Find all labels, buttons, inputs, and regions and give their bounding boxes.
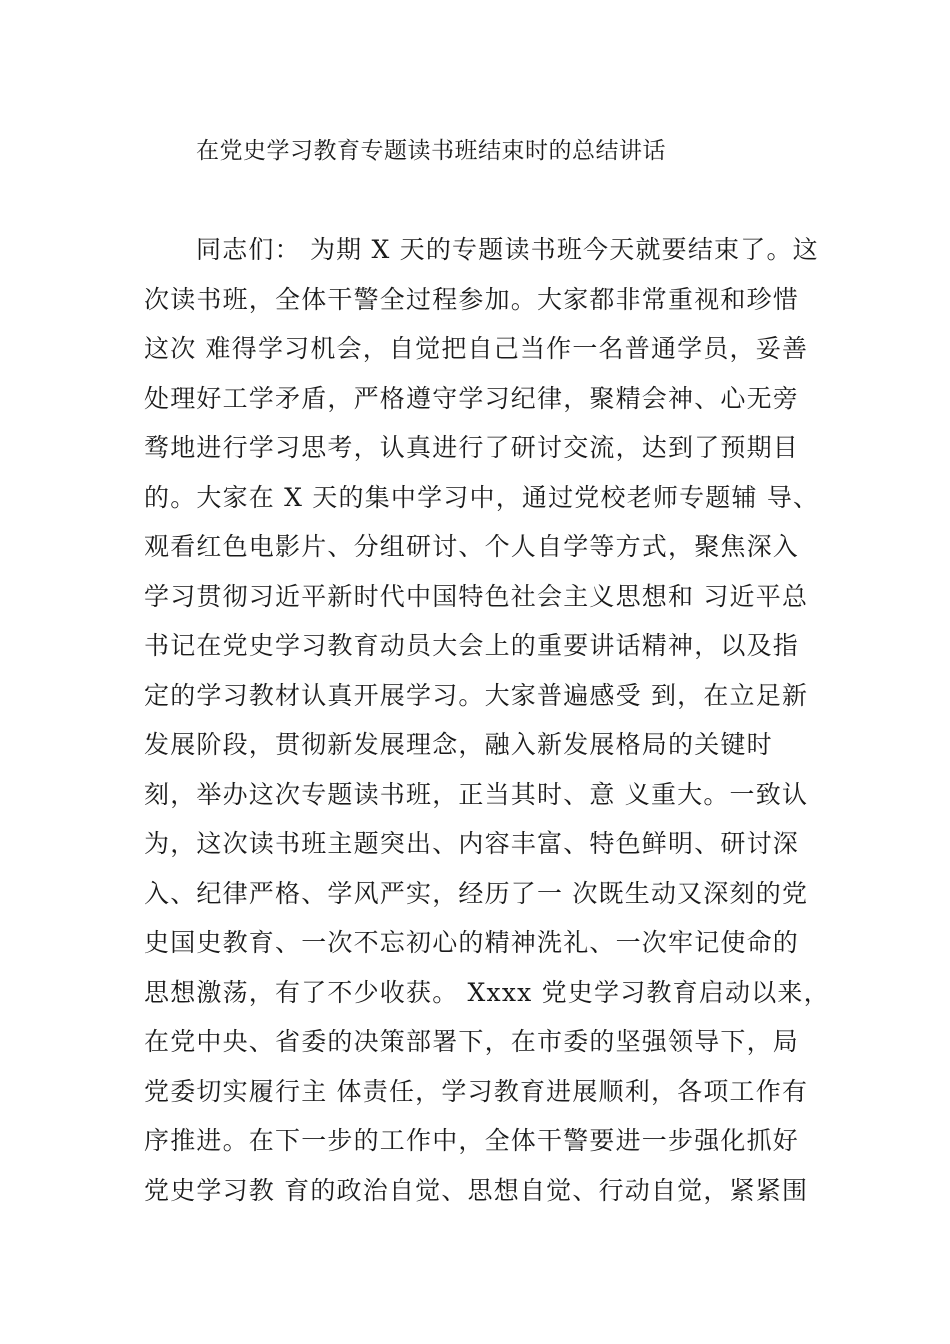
body-line: 在党中央、省委的决策部署下，在市委的坚强领导下，局 (144, 1027, 800, 1056)
body-line: 思想激荡，有了不少收获。 Xxxx 党史学习教育启动以来， (144, 977, 830, 1007)
body-line: 史国史教育、一次不忘初心的精神洗礼、一次牢记使命的 (144, 928, 800, 957)
body-line: 学习贯彻习近平新时代中国特色社会主义思想和 习近平总 (144, 581, 809, 611)
body-line: 为，这次读书班主题突出、内容丰富、特色鲜明、研讨深 (144, 829, 800, 858)
body-line: 处理好工学矛盾，严格遵守学习纪律，聚精会神、心无旁 (144, 383, 800, 413)
body-line: 骛地进行学习思考，认真进行了研讨交流，达到了预期目 (144, 433, 800, 462)
body-line: 党史学习教 育的政治自觉、思想自觉、行动自觉，紧紧围 (144, 1175, 809, 1205)
document-body (144, 230, 830, 1220)
body-line: 刻，举办这次专题读书班，正当其时、意 义重大。一致认 (144, 779, 809, 809)
body-line: 观看红色电影片、分组研讨、个人自学等方式，聚焦深入 (144, 532, 800, 561)
body-line: 书记在党史学习教育动员大会上的重要讲话精神，以及指 (144, 631, 800, 660)
body-line: 同志们： 为期 X 天的专题读书班今天就要结束了。这 (196, 235, 819, 264)
document-title: 在党史学习教育专题读书班结束时的总结讲话 (196, 138, 666, 164)
body-line: 的。大家在 X 天的集中学习中，通过党校老师专题辅 导、 (144, 482, 820, 512)
body-line: 次读书班，全体干警全过程参加。大家都非常重视和珍惜 (144, 284, 800, 314)
body-line: 序推进。在下一步的工作中，全体干警要进一步强化抓好 (144, 1126, 800, 1155)
body-line: 这次 难得学习机会，自觉把自己当作一名普通学员，妥善 (144, 334, 809, 363)
body-line: 发展阶段，贯彻新发展理念，融入新发展格局的关键时 (144, 730, 773, 759)
body-line: 入、纪律严格、学风严实，经历了一 次既生动又深刻的党 (144, 878, 809, 908)
body-line: 党委切实履行主 体责任，学习教育进展顺利，各项工作有 (144, 1076, 809, 1106)
body-line: 定的学习教材认真开展学习。大家普遍感受 到，在立足新 (144, 680, 809, 710)
